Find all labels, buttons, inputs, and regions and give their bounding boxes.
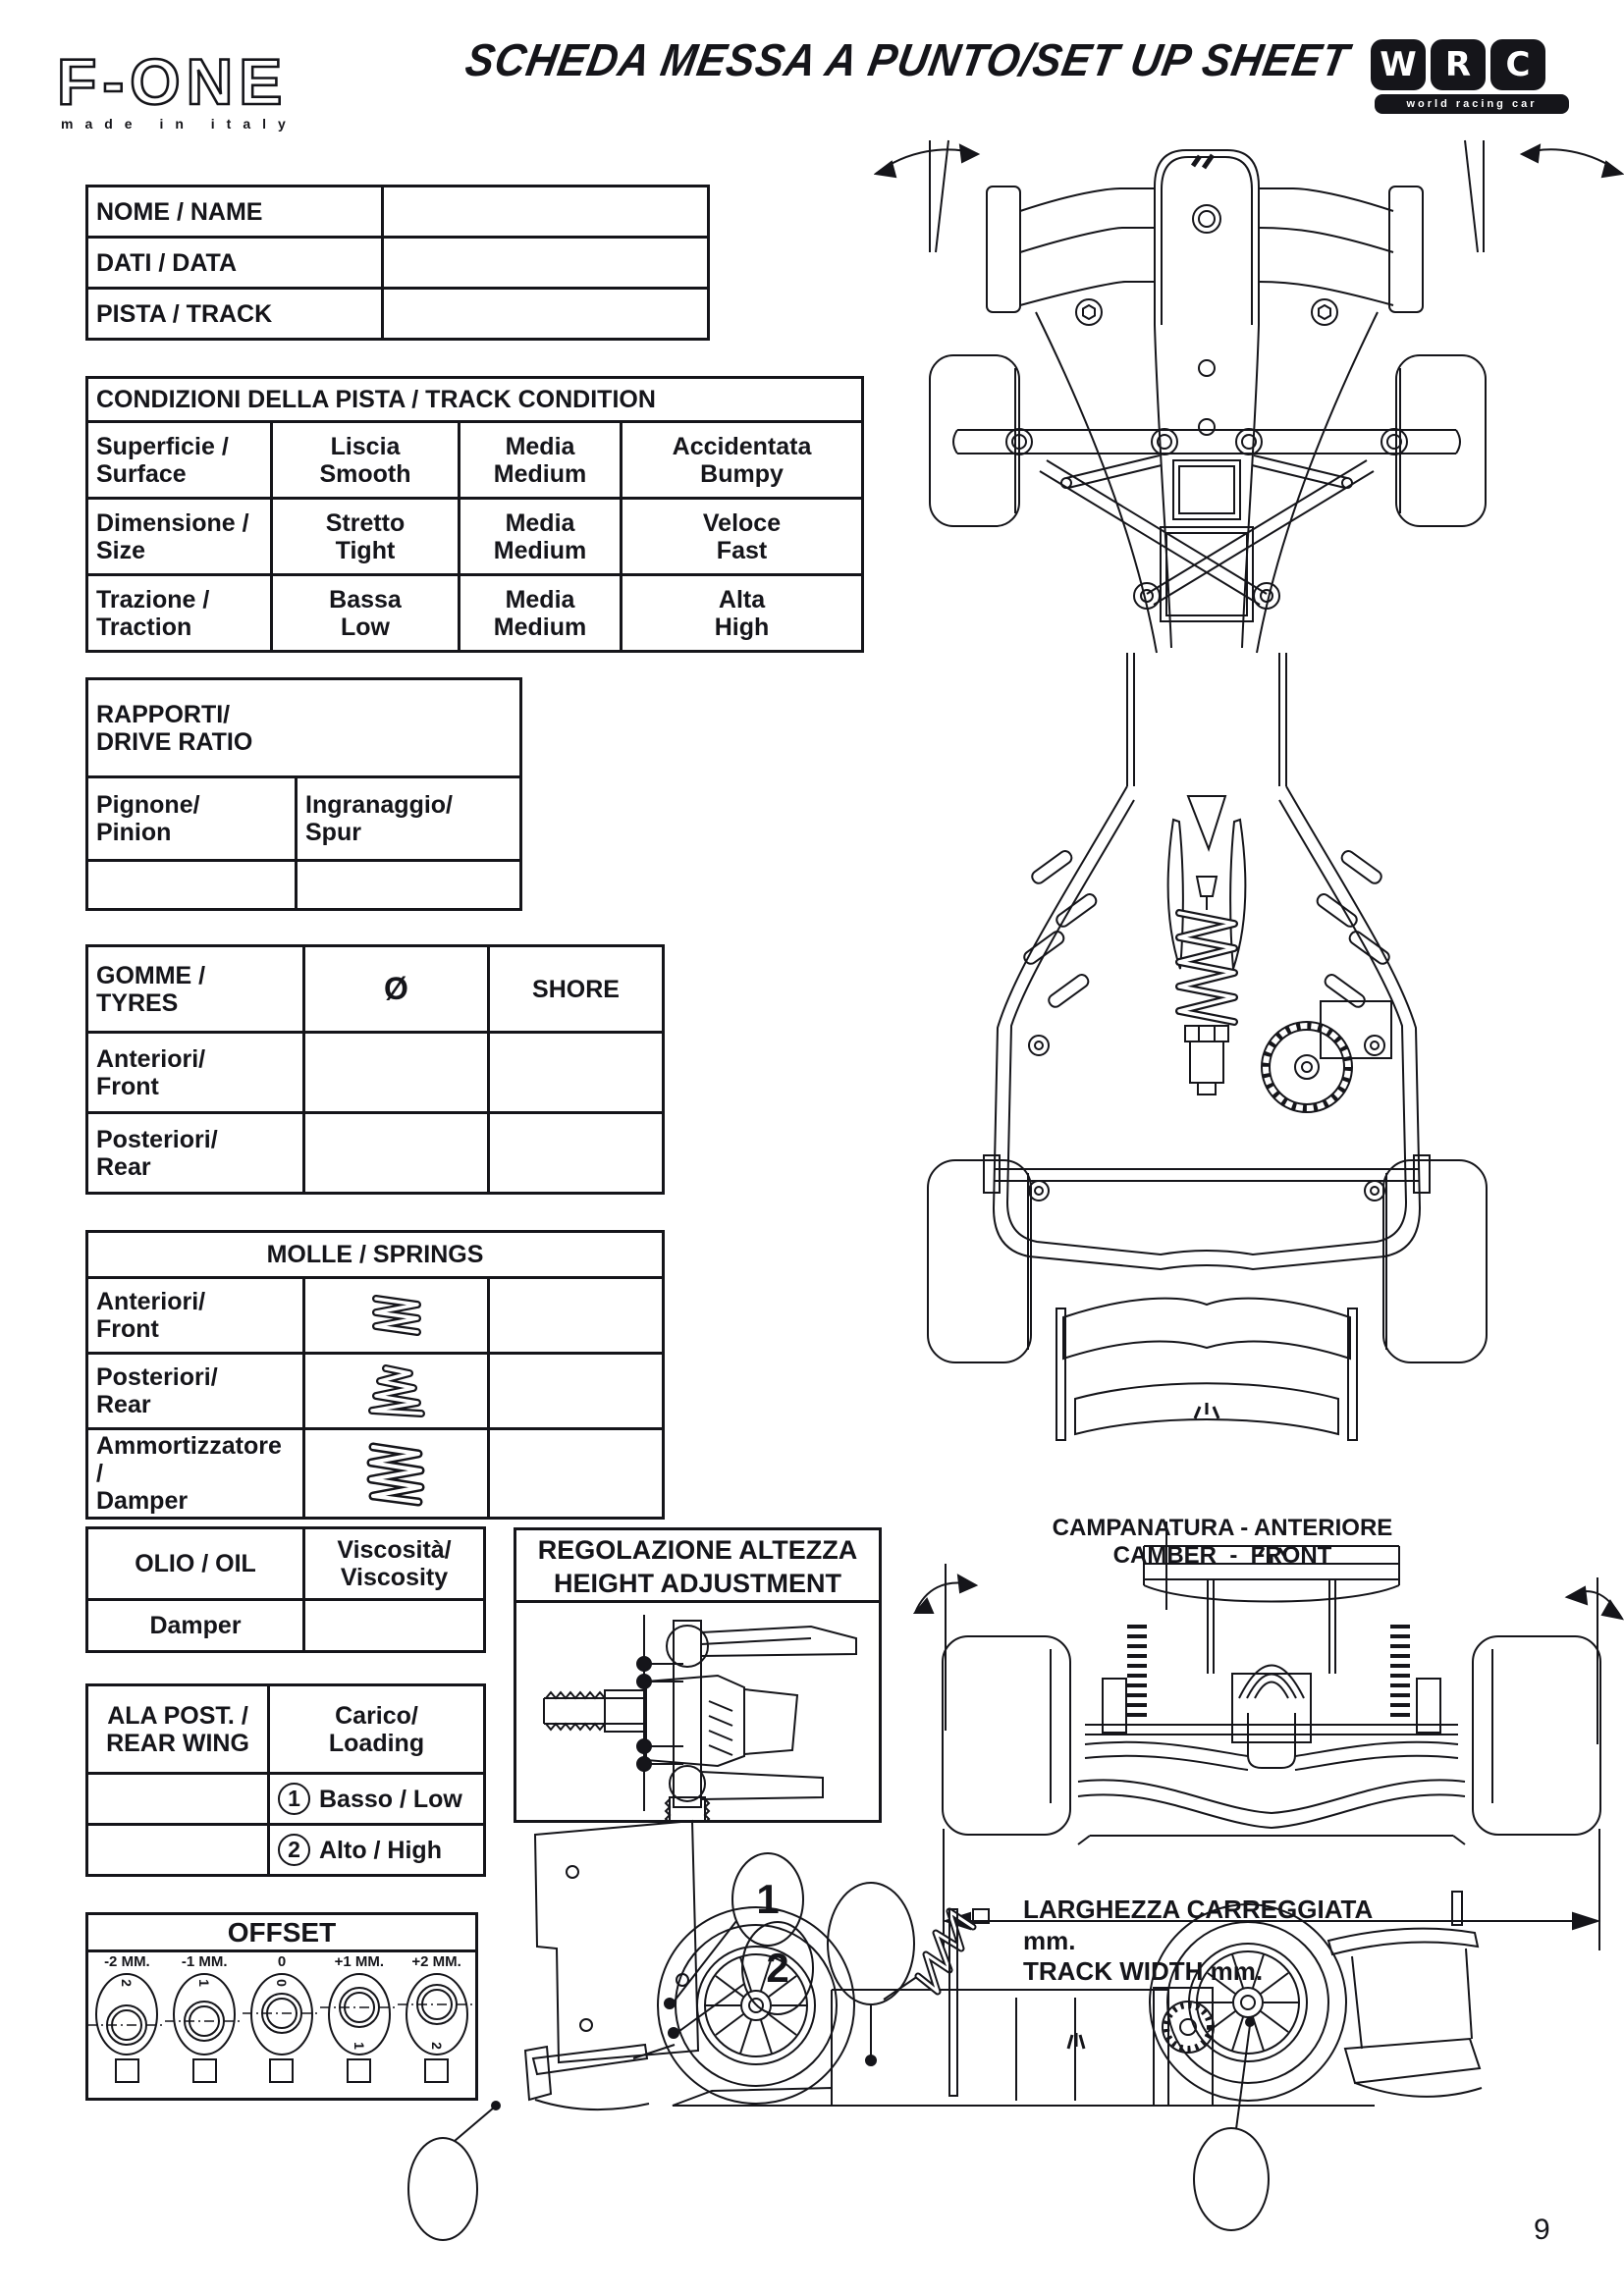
option-1-badge: 1	[278, 1783, 310, 1815]
springs-front-label: Anteriori/ Front	[87, 1278, 304, 1354]
offset-label-plus2: +2 MM.	[411, 1953, 461, 1970]
tyres-rear-label: Posteriori/ Rear	[87, 1113, 304, 1194]
pinion-label: Pignone/ Pinion	[87, 777, 297, 861]
car-top-view-drawing	[874, 133, 1624, 1472]
offset-label-minus2: -2 MM.	[104, 1953, 150, 1970]
tyres-front-label: Anteriori/ Front	[87, 1033, 304, 1113]
option-1-label: Basso / Low	[319, 1785, 462, 1813]
offset-checkbox-plus1[interactable]	[347, 2058, 371, 2083]
row-label-surface: Superficie / Surface	[87, 422, 272, 499]
track-condition-title: CONDIZIONI DELLA PISTA / TRACK CONDITION	[87, 378, 863, 422]
option-surface-bumpy[interactable]: Accidentata Bumpy	[622, 422, 863, 499]
wrc-letter-c: C	[1490, 39, 1545, 90]
tyres-shore-header: SHORE	[489, 946, 664, 1033]
camber-arrow-right	[1567, 1577, 1622, 1744]
oil-title: OLIO / OIL	[87, 1528, 304, 1600]
drive-ratio-table	[85, 677, 522, 911]
tyres-front-diameter-cell[interactable]	[304, 1033, 489, 1113]
offset-label-plus1: +1 MM.	[334, 1953, 384, 1970]
springs-front-value-cell[interactable]	[489, 1278, 664, 1354]
offset-col-minus1	[166, 1952, 244, 2099]
option-traction-medium[interactable]: Media Medium	[460, 575, 622, 652]
wrc-letter-w: W	[1371, 39, 1426, 90]
camber-front-caption: CAMPANATURA - ANTERIORE CAMBER - FRONT	[1052, 1515, 1393, 1569]
oil-damper-label: Damper	[87, 1600, 304, 1652]
name-input-cell[interactable]	[383, 187, 709, 238]
rear-wing-title: ALA POST. / REAR WING	[87, 1685, 269, 1774]
rear-wing-high-input-cell[interactable]	[87, 1825, 269, 1876]
side-rear-wing	[1328, 1892, 1482, 2097]
hub-minus1-icon: 1	[172, 1972, 237, 2056]
tyres-rear-shore-cell[interactable]	[489, 1113, 664, 1194]
info-label-date: DATI / DATA	[87, 238, 383, 289]
oil-damper-value-cell[interactable]	[304, 1600, 485, 1652]
height-adjustment-drawing	[516, 1603, 879, 1821]
springs-front-icon-cell	[304, 1278, 489, 1354]
tyres-title: GOMME / TYRES	[87, 946, 304, 1033]
svg-text:2: 2	[766, 1945, 789, 1991]
springs-damper-value-cell[interactable]	[489, 1429, 664, 1519]
option-surface-smooth[interactable]: Liscia Smooth	[272, 422, 460, 499]
springs-damper-label: Ammortizzatore / Damper	[87, 1429, 304, 1519]
offset-checkbox-zero[interactable]	[269, 2058, 294, 2083]
damper-spring-icon	[361, 1439, 432, 1508]
track-condition-table	[85, 376, 864, 653]
wrc-logo	[1371, 39, 1573, 114]
option-size-tight[interactable]: Stretto Tight	[272, 499, 460, 575]
front-right-wheel	[1396, 355, 1486, 526]
rear-spring-icon	[364, 1362, 429, 1419]
springs-rear-value-cell[interactable]	[489, 1354, 664, 1429]
info-label-name: NOME / NAME	[87, 187, 383, 238]
springs-table	[85, 1230, 665, 1520]
spur-label: Ingranaggio/ Spur	[297, 777, 521, 861]
car-side-view-drawing	[388, 1811, 1624, 2282]
empty-balloon-top	[828, 1883, 914, 2065]
springs-title: MOLLE / SPRINGS	[87, 1232, 664, 1278]
tyres-front-shore-cell[interactable]	[489, 1033, 664, 1113]
option-traction-high[interactable]: Alta High	[622, 575, 863, 652]
offset-checkbox-minus2[interactable]	[115, 2058, 139, 2083]
track-input-cell[interactable]	[383, 289, 709, 340]
offset-label-minus1: -1 MM.	[181, 1953, 228, 1970]
track-width-caption: LARGHEZZA CARREGGIATA mm. TRACK WIDTH mm.	[1023, 1895, 1380, 1986]
rear-left-wheel	[928, 1160, 1031, 1362]
offset-title: OFFSET	[88, 1915, 475, 1952]
wrc-letter-boxes	[1371, 39, 1573, 90]
date-input-cell[interactable]	[383, 238, 709, 289]
hub-plus1-icon: 1	[327, 1972, 392, 2056]
offset-checkbox-minus1[interactable]	[192, 2058, 217, 2083]
empty-balloon-front-low	[408, 2102, 500, 2240]
rear-right-wheel	[1383, 1160, 1487, 1362]
option-2-label: Alto / High	[319, 1836, 442, 1864]
springs-rear-icon-cell	[304, 1354, 489, 1429]
hub-zero-icon: 0	[249, 1972, 314, 2056]
option-surface-medium[interactable]: Media Medium	[460, 422, 622, 499]
offset-col-minus2	[88, 1952, 166, 2099]
front-spring-icon	[366, 1292, 427, 1339]
row-label-size: Dimensione / Size	[87, 499, 272, 575]
offset-label-zero: 0	[277, 1953, 287, 1970]
wrc-letter-r: R	[1431, 39, 1486, 90]
info-label-track: PISTA / TRACK	[87, 289, 383, 340]
pinion-input-cell[interactable]	[87, 861, 297, 910]
row-label-traction: Trazione / Traction	[87, 575, 272, 652]
hub-plus2-icon: 2	[405, 1972, 469, 2056]
offset-col-zero	[244, 1952, 321, 2099]
svg-text:1: 1	[756, 1876, 780, 1922]
brand-tagline: made in italy	[61, 116, 298, 132]
rear-wing-low-input-cell[interactable]	[87, 1774, 269, 1825]
brand-text: F-ONE	[57, 45, 289, 118]
page-number: 9	[1534, 2214, 1550, 2246]
hub-minus2-icon: 2	[94, 1972, 159, 2056]
spur-input-cell[interactable]	[297, 861, 521, 910]
info-table	[85, 185, 710, 341]
height-adjustment-box	[514, 1527, 882, 1823]
option-size-medium[interactable]: Media Medium	[460, 499, 622, 575]
camber-arrow-front-left	[876, 140, 978, 252]
camber-arrow-front-right	[1465, 140, 1622, 252]
springs-rear-label: Posteriori/ Rear	[87, 1354, 304, 1429]
oil-table	[85, 1526, 486, 1653]
height-adjustment-title: REGOLAZIONE ALTEZZA HEIGHT ADJUSTMENT	[516, 1530, 879, 1603]
tyres-diameter-header: Ø	[304, 946, 489, 1033]
oil-viscosity-header: Viscosità/ Viscosity	[304, 1528, 485, 1600]
tyres-table	[85, 944, 665, 1195]
springs-damper-icon-cell	[304, 1429, 489, 1519]
option-2-badge: 2	[278, 1834, 310, 1866]
option-size-fast[interactable]: Veloce Fast	[622, 499, 863, 575]
camber-arrow-left	[915, 1564, 976, 1731]
rear-wing-loading-header: Carico/ Loading	[269, 1685, 485, 1774]
tyres-rear-diameter-cell[interactable]	[304, 1113, 489, 1194]
wrc-tagline: world racing car	[1375, 94, 1569, 114]
drive-ratio-title: RAPPORTI/ DRIVE RATIO	[87, 679, 521, 777]
page-title: SCHEDA MESSA A PUNTO/SET UP SHEET	[461, 35, 1354, 86]
offset-col-plus1	[320, 1952, 398, 2099]
option-traction-low[interactable]: Bassa Low	[272, 575, 460, 652]
